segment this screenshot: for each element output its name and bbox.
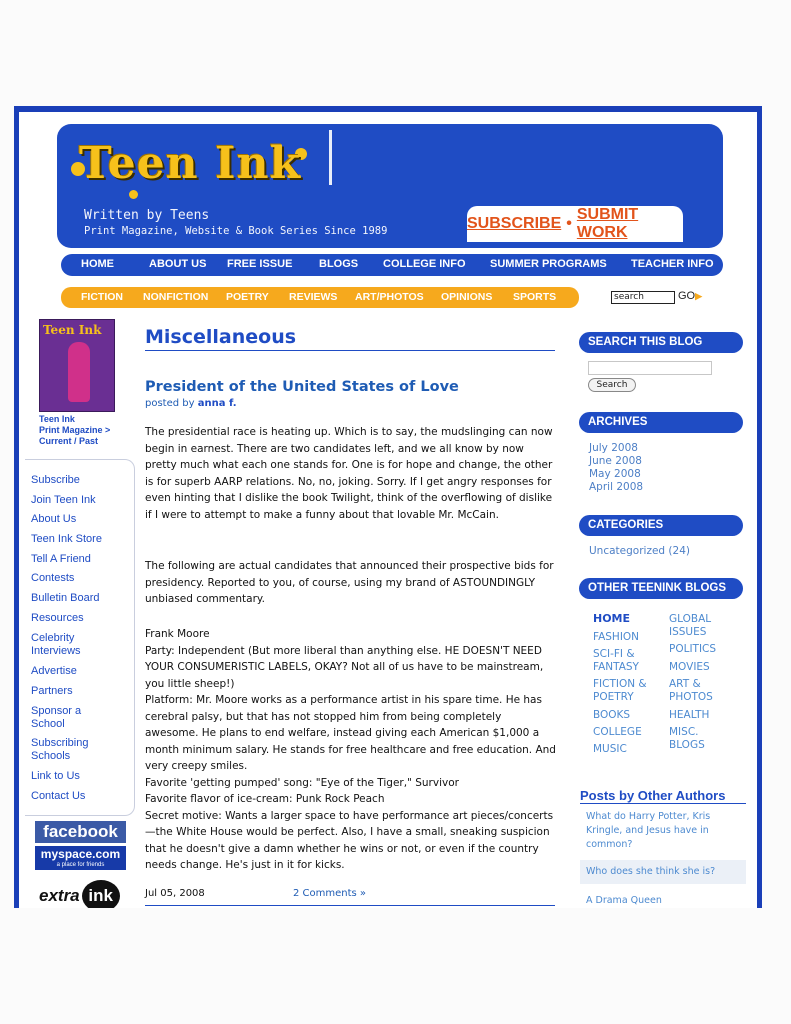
- myspace-badge[interactable]: [35, 846, 126, 870]
- tagline-print-magazine: Print Magazine, Website & Book Series Since 1989: [84, 225, 388, 237]
- go-label: GO: [678, 290, 696, 302]
- myspace-sub: a place for friends: [56, 862, 105, 868]
- magazine-cover-image[interactable]: [39, 319, 115, 412]
- nav-summer-programs[interactable]: SUMMER PROGRAMS: [490, 258, 607, 270]
- archive-april-2008[interactable]: April 2008: [589, 481, 644, 493]
- top-search-input[interactable]: search: [611, 291, 675, 304]
- menu-contests[interactable]: Contests: [31, 572, 75, 584]
- magazine-caption[interactable]: [39, 414, 129, 447]
- archive-june-2008[interactable]: June 2008: [589, 455, 642, 467]
- submit-work-link[interactable]: SUBMIT WORK: [576, 206, 639, 241]
- menu-partners[interactable]: Partners: [31, 685, 73, 697]
- nav-opinions[interactable]: OPINIONS: [441, 291, 493, 303]
- blog-politics[interactable]: POLITICS: [669, 643, 717, 655]
- blog-global-issues[interactable]: GLOBAL ISSUES: [669, 613, 712, 638]
- other-blogs-heading: OTHER TEENINK BLOGS: [579, 578, 743, 599]
- logo-text: Teen Ink: [79, 138, 302, 189]
- header-divider: [329, 130, 332, 185]
- menu-celebrity-interviews[interactable]: Celebrity Interviews: [31, 632, 81, 657]
- magazine-cover-figure: [68, 342, 90, 402]
- nav-poetry[interactable]: POETRY: [226, 291, 269, 303]
- nav-about-us[interactable]: ABOUT US: [149, 258, 207, 270]
- extra-ink-prefix: extra: [39, 886, 80, 905]
- nav-teacher-info[interactable]: TEACHER INFO: [631, 258, 714, 270]
- menu-teen-ink-store[interactable]: Teen Ink Store: [31, 533, 102, 545]
- menu-contact-us[interactable]: Contact Us: [31, 790, 86, 802]
- nav-reviews[interactable]: REVIEWS: [289, 291, 338, 303]
- blog-search-button[interactable]: Search: [588, 378, 636, 392]
- magazine-cover-title: Teen Ink: [43, 323, 102, 337]
- post-paragraph-3: Frank Moore Party: Independent (But more liberal than anything else. HE DOESN'T NEED YOUR CONSUMERISTIC LABELS, OKAY? Not all of us have to be mainstream, you little sheep!) Platform: Mr. Moore works as a performance artist in his spare time. He has cerebral palsy, but that has not stopped him from being completely awesome. He plans to end welfare, instead giving each American $1,000 a month minimum salary. He stands for free healthcare and free education. And very creepy smiles. Favorite 'getting pumped' song: "Eye of the Tiger," Survivor Favorite flavor of ice-cream: Punk Rock Peach Secret motive: Wants a larger space to have performance art pieces/concerts—the White House would be perfect. Also, I have a small, sneaking suspicion that he doesn't give a damn whether he wins or not, or even if the country needs change. He's just in it for kicks.: [145, 628, 556, 871]
- page-title: Miscellaneous: [145, 326, 297, 348]
- post-paragraph-1: The presidential race is heating up. Which is to say, the mudslinging can now begin in earnest. There are two candidates left, and we all know by now pretty much what each one stands for. One is for hope and change, the other is for superb AARP relations. No, no, joking. Sorry. If I get angry responses for even hinting that I dislike the book Twilight, think of the overflowing of dislike if I were to attempt to make a funny about that lovable Mr. McCain.: [145, 426, 553, 521]
- nav-college-info[interactable]: COLLEGE INFO: [383, 258, 466, 270]
- menu-subscribe[interactable]: Subscribe: [31, 474, 80, 486]
- menu-advertise[interactable]: Advertise: [31, 665, 77, 677]
- author-link[interactable]: anna f.: [197, 398, 237, 409]
- menu-join-teen-ink[interactable]: Join Teen Ink: [31, 494, 96, 506]
- menu-subscribing-schools[interactable]: Subscribing Schools: [31, 737, 89, 762]
- other-post-link[interactable]: What do Harry Potter, Kris Kringle, and Jesus have in common?: [586, 811, 711, 850]
- left-menu: [25, 459, 135, 816]
- magazine-caption-line: Current / Past: [39, 436, 99, 446]
- menu-sponsor-a-school[interactable]: Sponsor a School: [31, 705, 82, 730]
- magazine-caption-line: Teen Ink: [39, 414, 75, 424]
- nav-sports[interactable]: SPORTS: [513, 291, 557, 303]
- subscribe-link[interactable]: SUBSCRIBE: [467, 215, 562, 232]
- facebook-badge[interactable]: facebook: [35, 821, 126, 843]
- blog-fashion[interactable]: FASHION: [593, 631, 640, 643]
- post-date: Jul 05, 2008: [145, 888, 205, 899]
- blog-art-photos[interactable]: ART & PHOTOS: [669, 678, 713, 703]
- other-post-link[interactable]: Who does she think she is?: [580, 860, 746, 884]
- menu-link-to-us[interactable]: Link to Us: [31, 770, 80, 782]
- nav-home[interactable]: HOME: [81, 258, 114, 270]
- archive-july-2008[interactable]: July 2008: [589, 442, 638, 454]
- blog-search-input[interactable]: [588, 361, 712, 375]
- category-uncategorized[interactable]: Uncategorized (24): [589, 545, 690, 557]
- extra-ink-badge: ink: [82, 880, 120, 908]
- posts-other-rule: [580, 803, 746, 804]
- post-title[interactable]: President of the United States of Love: [145, 379, 459, 395]
- posted-by: [145, 398, 237, 409]
- blog-fiction-poetry[interactable]: FICTION & POETRY: [593, 678, 647, 703]
- page-frame: [14, 106, 762, 908]
- menu-resources[interactable]: Resources: [31, 612, 84, 624]
- site-header: [57, 124, 723, 248]
- separator-dot: •: [566, 215, 572, 232]
- tagline-written-by-teens: Written by Teens: [84, 208, 210, 223]
- post-paragraph-2: The following are actual candidates that announced their prospective bids for presidency. Reported to you, of course, using my brand of ASTOUNDINGLY unbiased commentary.: [145, 560, 554, 605]
- logo-splat: [129, 190, 138, 199]
- blog-movies[interactable]: MOVIES: [669, 661, 710, 673]
- secondary-nav: [61, 287, 579, 308]
- blog-health[interactable]: HEALTH: [669, 709, 710, 721]
- go-arrow-icon: ▶: [695, 291, 703, 301]
- categories-heading: CATEGORIES: [579, 515, 743, 536]
- nav-art-photos[interactable]: ART/PHOTOS: [355, 291, 424, 303]
- posts-by-other-authors-heading: Posts by Other Authors: [580, 788, 726, 803]
- magazine-caption-line: Print Magazine >: [39, 425, 111, 435]
- nav-fiction[interactable]: FICTION: [81, 291, 123, 303]
- nav-blogs[interactable]: BLOGS: [319, 258, 359, 270]
- posted-by-label: posted by: [145, 398, 195, 409]
- primary-nav: [61, 254, 723, 276]
- top-go-button[interactable]: [678, 290, 702, 302]
- archives-heading: ARCHIVES: [579, 412, 743, 433]
- menu-tell-a-friend[interactable]: Tell A Friend: [31, 553, 91, 565]
- nav-nonfiction[interactable]: NONFICTION: [143, 291, 209, 303]
- subscribe-submit-box: [467, 206, 683, 242]
- menu-bulletin-board[interactable]: Bulletin Board: [31, 592, 100, 604]
- blog-home[interactable]: HOME: [593, 612, 631, 625]
- search-blog-heading: SEARCH THIS BLOG: [579, 332, 743, 353]
- blog-misc-blogs[interactable]: MISC. BLOGS: [669, 726, 705, 751]
- comments-link[interactable]: 2 Comments »: [293, 888, 367, 899]
- nav-free-issue[interactable]: FREE ISSUE: [227, 258, 293, 270]
- post-footer-rule: [145, 905, 555, 906]
- blog-books[interactable]: BOOKS: [593, 709, 631, 721]
- other-post-link[interactable]: A Drama Queen: [586, 895, 662, 906]
- blog-sci-fi-fantasy[interactable]: SCI-FI & FANTASY: [593, 648, 639, 673]
- blog-music[interactable]: MUSIC: [593, 743, 627, 755]
- myspace-label: myspace.com: [40, 847, 121, 861]
- teen-ink-logo[interactable]: [69, 138, 313, 200]
- title-rule: [145, 350, 555, 351]
- blog-college[interactable]: COLLEGE: [593, 726, 642, 738]
- menu-about-us[interactable]: About Us: [31, 513, 77, 525]
- archive-may-2008[interactable]: May 2008: [589, 468, 641, 480]
- extra-ink-logo[interactable]: [39, 880, 120, 908]
